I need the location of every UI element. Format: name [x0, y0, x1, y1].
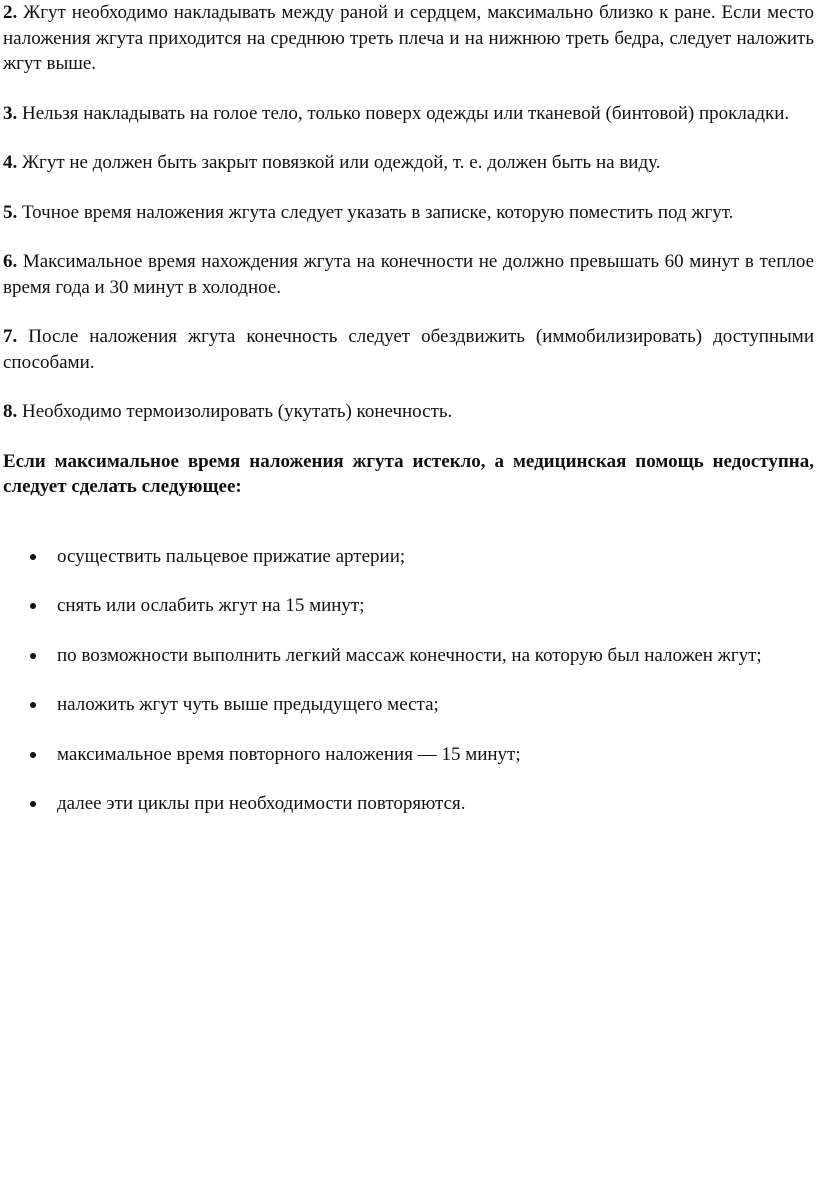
bullet-icon: [30, 801, 36, 807]
rule-paragraph-7: [3, 324, 814, 375]
bullet-icon: [30, 702, 36, 708]
rule-text: Точное время наложения жгута следует указать в записке, которую поместить под жгут.: [22, 201, 734, 223]
steps-list: [3, 544, 814, 817]
rule-paragraph-5: [3, 200, 814, 226]
rule-number: 3.: [3, 102, 18, 124]
rule-text: Максимальное время нахождения жгута на конечности не должно превышать 60 минут в теплое время года и 30 минут в холодное.: [3, 251, 815, 298]
rule-paragraph-2: [3, 0, 814, 77]
list-item: [3, 593, 814, 619]
rule-text: После наложения жгута конечность следует обездвижить (иммобилизировать) доступными способами.: [3, 326, 815, 373]
list-item-text: наложить жгут чуть выше предыдущего места;: [57, 694, 439, 715]
rule-paragraph-8: [3, 399, 814, 425]
rule-number: 8.: [3, 401, 18, 422]
rule-number: 6.: [3, 251, 18, 272]
list-item-text: максимальное время повторного наложения — 15 минут;: [57, 743, 521, 765]
bullet-icon: [30, 554, 36, 560]
bullet-icon: [30, 603, 36, 609]
rule-text: Жгут необходимо накладывать между раной и сердцем, максимально близко к ране. Если место наложения жгута приходится на среднюю треть плеча и на нижнюю треть бедра, следует наложить жгут выше.: [3, 2, 814, 74]
bullet-icon: [30, 653, 36, 659]
rule-text: Необходимо термоизолировать (укутать) конечность.: [22, 401, 453, 422]
list-item-text: снять или ослабить жгут на 15 минут;: [57, 595, 365, 616]
list-item: [3, 692, 814, 718]
list-item: [3, 742, 814, 768]
rule-paragraph-4: [3, 150, 814, 176]
bold-heading: Если максимальное время наложения жгута истекло, а медицинская помощь недоступна, следует сделать следующее:: [3, 450, 814, 497]
list-item: [3, 791, 814, 817]
rule-number: 7.: [3, 326, 18, 347]
rule-number: 2.: [3, 2, 18, 23]
rule-paragraph-3: [3, 101, 814, 127]
list-item-text: осуществить пальцевое прижатие артерии;: [57, 545, 406, 567]
rule-paragraph-6: [3, 249, 814, 300]
list-item: [3, 544, 814, 570]
list-item-text: далее эти циклы при необходимости повторяются.: [57, 793, 466, 814]
rule-text: Жгут не должен быть закрыт повязкой или одеждой, т. е. должен быть на виду.: [22, 152, 661, 173]
rule-number: 4.: [3, 152, 18, 173]
bullet-icon: [30, 752, 36, 758]
list-item: [3, 643, 814, 669]
list-item-text: по возможности выполнить легкий массаж конечности, на которую был наложен жгут;: [57, 644, 762, 666]
rule-number: 5.: [3, 201, 18, 223]
rule-text: Нельзя накладывать на голое тело, только поверх одежды или тканевой (бинтовой) прокладки.: [22, 102, 790, 124]
